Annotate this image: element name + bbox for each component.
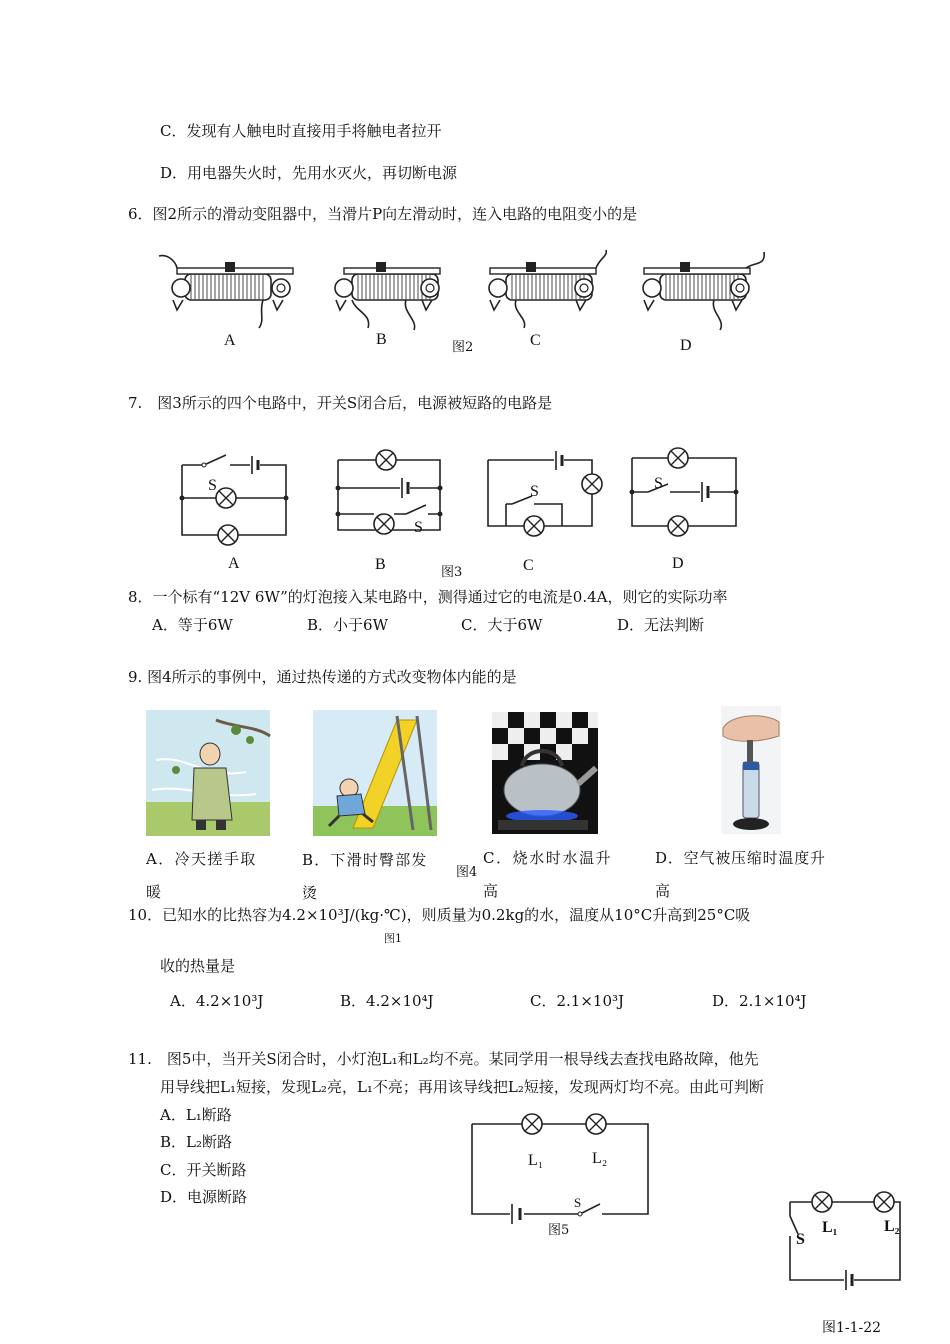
- q8-option-c: C．大于6W: [461, 616, 543, 634]
- q5-option-c: C．发现有人触电时直接用手将触电者拉开: [160, 122, 442, 140]
- figure-3-caption: 图3: [441, 565, 463, 580]
- circuit-c: [484, 450, 604, 540]
- circuit-label-d: D: [672, 555, 684, 572]
- fig5-switch-label: S: [574, 1195, 582, 1210]
- q9-option-c-line2: 高: [483, 882, 499, 900]
- q11-option-b: B．L₂断路: [160, 1133, 232, 1151]
- q9-option-d-line1: D．空气被压缩时温度升: [655, 849, 826, 867]
- fig-1-1-22-switch-label: S: [796, 1231, 805, 1248]
- rheostat-label-c: C: [530, 332, 541, 349]
- circuit-label-a: A: [228, 555, 240, 572]
- q11-stem-continued: 用导线把L₁短接，发现L₂亮，L₁不亮；再用该导线把L₂短接，发现两灯均不亮。由此可判断: [160, 1078, 764, 1096]
- circuit-figure-5: [470, 1112, 660, 1212]
- rubbing-hands-picture: [146, 710, 270, 836]
- q10-option-b: B．4.2×10⁴J: [340, 992, 434, 1010]
- q9-option-a-line1: A．冷天搓手取: [146, 850, 257, 868]
- q10-stem-continued: 收的热量是: [160, 957, 236, 975]
- air-pump-picture: [721, 706, 781, 834]
- q5-option-d: D．用电器失火时，先用水灭火，再切断电源: [160, 164, 458, 182]
- fig5-l1-label: L₁: [528, 1152, 544, 1169]
- q7-stem: 7. 图3所示的四个电路中，开关S闭合后，电源被短路的电路是: [128, 394, 553, 412]
- rheostat-label-a: A: [224, 332, 236, 349]
- q6-stem: 6．图2所示的滑动变阻器中，当滑片P向左滑动时，连入电路的电阻变小的是: [128, 205, 638, 223]
- circuit-c-switch-label: S: [530, 483, 539, 500]
- rheostat-c: [476, 250, 616, 330]
- circuit-figure-1-1-22: [788, 1192, 908, 1282]
- fig5-l2-label: L₂: [592, 1150, 608, 1167]
- q10-option-d: D．2.1×10⁴J: [712, 992, 807, 1010]
- figure-4-caption: 图4: [456, 865, 478, 880]
- q10-option-a: A．4.2×10³J: [170, 992, 264, 1010]
- circuit-d-switch-label: S: [654, 475, 663, 492]
- fig-1-1-22-l2-label: L₂: [884, 1218, 900, 1235]
- q9-option-b-line2: 烫: [302, 884, 318, 902]
- q11-stem: 11. 图5中，当开关S闭合时，小灯泡L₁和L₂均不亮。某同学用一根导线去查找电路故障，他先: [128, 1050, 759, 1068]
- circuit-d: [628, 450, 748, 540]
- figure-5-caption: 图5: [548, 1223, 570, 1238]
- q11-option-d: D．电源断路: [160, 1188, 248, 1206]
- q9-option-a-line2: 暖: [146, 883, 162, 901]
- q8-option-a: A．等于6W: [152, 616, 233, 634]
- rheostat-b: [322, 250, 462, 330]
- rheostat-d: [630, 250, 770, 330]
- circuit-label-b: B: [375, 556, 386, 573]
- circuit-a-switch-label: S: [208, 477, 217, 494]
- q9-option-b-line1: B．下滑时臀部发: [302, 851, 428, 869]
- rheostat-label-b: B: [376, 331, 387, 348]
- figure-2-caption: 图2: [452, 340, 474, 355]
- rheostat-a: [155, 250, 295, 330]
- figure-1-caption: 图1: [384, 932, 402, 945]
- fig-1-1-22-l1-label: L₁: [822, 1219, 838, 1236]
- q10-option-c: C．2.1×10³J: [530, 992, 625, 1010]
- q9-option-d-line2: 高: [655, 882, 671, 900]
- circuit-a: [178, 450, 298, 540]
- q8-option-b: B．小于6W: [307, 616, 388, 634]
- q11-option-a: A．L₁断路: [160, 1106, 232, 1124]
- q8-option-d: D．无法判断: [617, 616, 705, 634]
- figure-1-1-22-caption: 图1-1-22: [822, 1320, 882, 1336]
- circuit-label-c: C: [523, 557, 534, 574]
- q9-stem: 9. 图4所示的事例中，通过热传递的方式改变物体内能的是: [128, 668, 517, 686]
- circuit-b: [334, 450, 454, 540]
- rheostat-label-d: D: [680, 337, 692, 354]
- q9-option-c-line1: C．烧水时水温升: [483, 849, 613, 867]
- q11-option-c: C．开关断路: [160, 1161, 247, 1179]
- kettle-picture: [492, 712, 598, 834]
- q8-stem: 8．一个标有“12V 6W”的灯泡接入某电路中，测得通过它的电流是0.4A，则它的实际功率: [128, 588, 728, 606]
- circuit-b-switch-label: S: [414, 519, 423, 536]
- slide-picture: [313, 710, 437, 836]
- q10-stem: 10．已知水的比热容为4.2×10³J/(kg·℃)，则质量为0.2kg的水，温度从10°C升高到25°C吸: [128, 906, 751, 924]
